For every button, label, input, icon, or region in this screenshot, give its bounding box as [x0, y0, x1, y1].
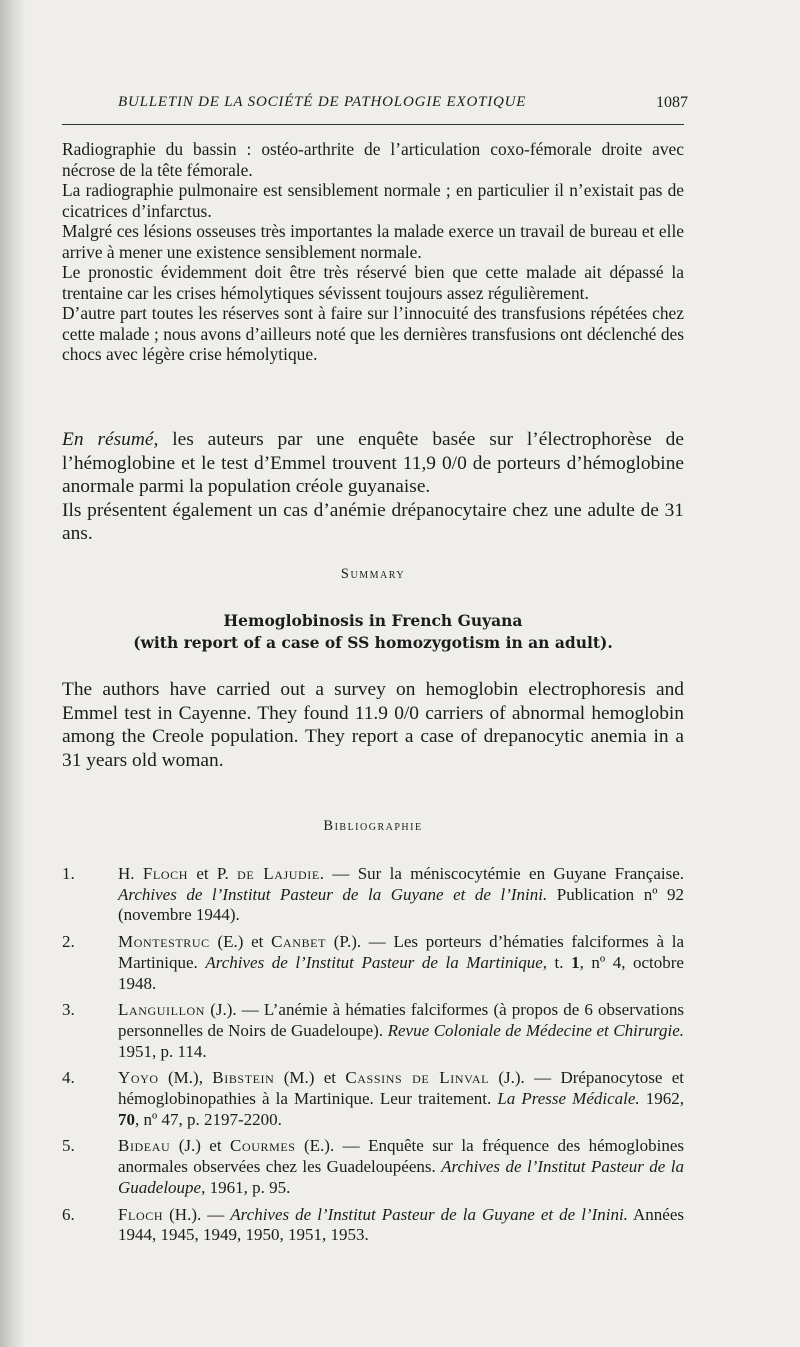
resume-paragraph-2: Ils présentent également un cas d’anémie drépanocytaire chez une adulte de 31 ans. — [62, 499, 684, 544]
case-report-text — [62, 139, 684, 365]
resume-paragraph — [62, 428, 684, 499]
book-spine-shadow — [0, 0, 26, 1347]
running-header — [118, 94, 688, 111]
author-name: Cassins de Linval — [345, 1068, 490, 1088]
author-name: Floch — [142, 864, 188, 883]
reference-2: 2. Montestruc (E.) et Canbet (P.). — Les porteurs d’hématies falciformes à la Martinique. Archives de l’Institut Pasteur de la Martinique, t. 1, nº 4, octobre 1948. — [62, 932, 684, 993]
author-name: de Lajudie — [237, 864, 320, 883]
reference-number: 3. — [62, 1000, 75, 1020]
summary-text-block — [62, 678, 684, 772]
author-name: Languillon — [118, 1000, 206, 1020]
summary-text: The authors have carried out a survey on hemoglobin electrophoresis and Emmel test in Cayenne. They found 11.9 0/0 carriers of abnormal hemoglobin among the Creole population. They report a case of drepanocytic anemia in a 31 years old woman. — [62, 679, 684, 771]
resume-text: les auteurs par une enquête basée sur l’électrophorèse de l’hémoglobine et le test d’Emmel trouvent 11,9 0/0 de porteurs d’hémoglobine anormale parmi la population créole guyanaise. — [62, 429, 684, 497]
author-name: Bibstein — [212, 1068, 275, 1088]
resume-section — [62, 428, 684, 546]
journal-name: La Presse Médicale. — [497, 1089, 640, 1109]
reference-1: 1. H. Floch et P. de Lajudie. — Sur la méniscocytémie en Guyane Française. Archives de l’Institut Pasteur de la Guyane et de l’Inini. Publication nº 92 (novembre 1944). — [62, 864, 685, 925]
bibliography-list — [62, 864, 684, 1252]
reference-number: 2. — [62, 932, 75, 952]
journal-name: Archives de l’Institut Pasteur de la Guyane et de l’Inini. — [230, 1204, 628, 1224]
reference-3: 3. Languillon (J.). — L’anémie à hématies falciformes (à propos de 6 observations personnelles de Noirs de Guadeloupe). Revue Coloniale de Médecine et Chirurgie. 1951, p. 114. — [62, 1000, 684, 1061]
resume-lead: En résumé, — [62, 429, 159, 450]
paragraph-pronostic: Le pronostic évidemment doit être très réservé bien que cette malade ait dépassé la trentaine car les crises hémolytiques sévissent toujours assez régulièrement. — [62, 262, 684, 303]
reference-number: 1. — [62, 864, 75, 883]
reference-4: 4. Yoyo (M.), Bibstein (M.) et Cassins de Linval (J.). — Drépanocytose et hémoglobinopathies à la Martinique. Leur traitement. La Presse Médicale. 1962, 70, nº 47, p. 2197-2200. — [62, 1068, 685, 1129]
header-rule — [62, 124, 684, 125]
reference-number: 6. — [62, 1204, 75, 1224]
journal-name: Archives de l’Institut Pasteur de la Guadeloupe — [118, 1157, 684, 1197]
paragraph-lesions-osseuses: Malgré ces lésions osseuses très importantes la malade exerce un travail de bureau et elle arrive à mener une existence sensiblement normale. — [62, 221, 684, 262]
paragraph-radiographie-pulmonaire: La radiographie pulmonaire est sensiblement normale ; en particulier il n’existait pas de cicatrices d’infarctus. — [62, 180, 684, 221]
summary-title: Hemoglobinosis in French Guyana — [223, 611, 523, 630]
reference-number: 4. — [62, 1068, 75, 1088]
author-name: Floch — [118, 1204, 164, 1224]
author-name: Canbet — [271, 932, 327, 952]
summary-subtitle: (with report of a case of SS homozygotism in an adult). — [133, 633, 613, 652]
volume-number: 1 — [571, 952, 580, 972]
reference-6: 6. Floch (H.). — Archives de l’Institut Pasteur de la Guyane et de l’Inini. Années 1944, 1945, 1949, 1950, 1951, 1953. — [62, 1204, 684, 1245]
author-name: Yoyo — [118, 1068, 159, 1088]
summary-heading: Summary — [340, 566, 406, 582]
volume-number: 70 — [118, 1109, 135, 1129]
reference-number: 5. — [62, 1136, 75, 1156]
journal-title: BULLETIN DE LA SOCIÉTÉ DE PATHOLOGIE EXOTIQUE — [118, 94, 527, 110]
author-name: Bideau — [118, 1136, 171, 1156]
page-number: 1087 — [656, 94, 688, 111]
reference-5: 5. Bideau (J.) et Courmes (E.). — Enquête sur la fréquence des hémoglobines anormales observées chez les Guadeloupéens. Archives de l’Institut Pasteur de la Guadeloupe, 1961, p. 95. — [62, 1136, 684, 1197]
journal-name: Archives de l’Institut Pasteur de la Martinique — [205, 952, 543, 972]
paragraph-transfusions: D’autre part toutes les réserves sont à faire sur l’innocuité des transfusions répétées chez cette malade ; nous avons d’ailleurs noté que les dernières transfusions ont déclenché des chocs avec légère crise hémolytique. — [62, 303, 684, 364]
author-name: Courmes — [230, 1136, 296, 1156]
author-name: Montestruc — [118, 932, 210, 952]
journal-name: Archives de l’Institut Pasteur de la Guyane et de l’Inini. — [118, 884, 548, 904]
bibliography-heading: Bibliographie — [323, 818, 423, 834]
journal-name: Revue Coloniale de Médecine et Chirurgie. — [387, 1020, 684, 1040]
paragraph-radiographie-bassin: Radiographie du bassin : ostéo-arthrite de l’articulation coxo-fémorale droite avec nécrose de la tête fémorale. — [62, 139, 684, 180]
